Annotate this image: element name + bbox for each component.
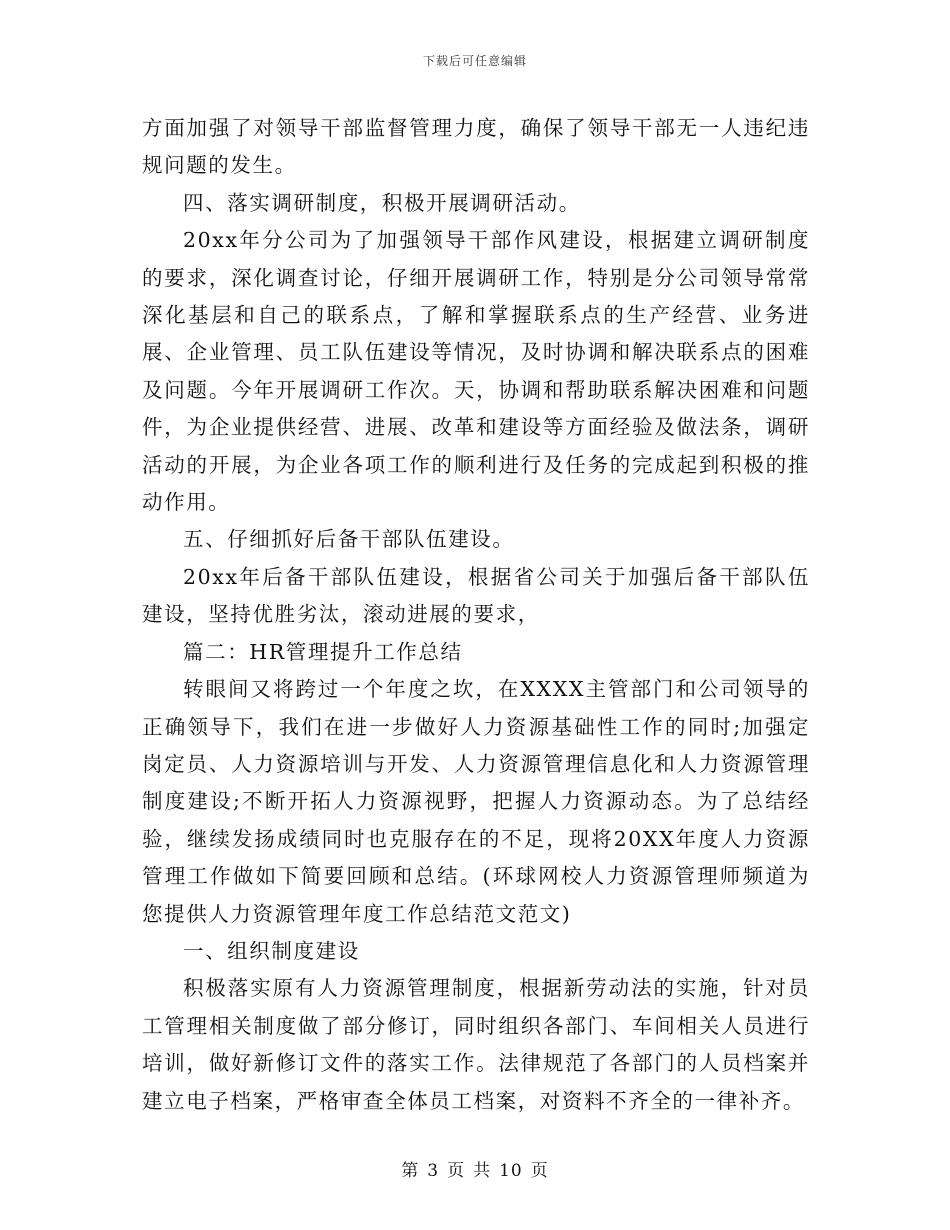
footer-total-word: 共 xyxy=(473,1161,492,1181)
paragraph-research: 20xx年分公司为了加强领导干部作风建设，根据建立调研制度的要求，深化调查讨论，仔细开展调研工作，特别是分公司领导常常深化基层和自己的联系点，了解和掌握联系点的生产经营、业务进展、企业管理、员工队伍建设等情况，及时协调和解决联系点的困难及问题。今年开展调研工作次。天，协调和帮助联系解决困难和问题件，为企业提供经营、进展、改革和建设等方面经验及做法条，调研活动的开展，为企业各项工作的顺利进行及任务的完成起到积极的推动作用。 xyxy=(142,228,810,515)
footer-page-word: 页 xyxy=(447,1161,466,1181)
page-header-note: 下载后可任意编辑 xyxy=(422,54,527,68)
section-heading-five: 五、仔细抓好后备干部队伍建设。 xyxy=(183,527,515,552)
paragraph-org-system: 积极落实原有人力资源管理制度，根据新劳动法的实施，针对员工管理相关制度做了部分修订，同时组织各部门、车间相关人员进行培训，做好新修订文件的落实工作。法律规范了各部门的人员档案并建立电子档案，严格审查全体员工档案，对资料不齐全的一律补齐。 xyxy=(142,976,810,1113)
paragraph-reserve-cadre: 20xx年后备干部队伍建设，根据省公司关于加强后备干部队伍建设，坚持优胜劣汰，滚动进展的要求， xyxy=(142,564,810,627)
paragraph-continuation: 方面加强了对领导干部监督管理力度，确保了领导干部无一人违纪违规问题的发生。 xyxy=(142,116,810,178)
section-heading-org: 一、组织制度建设 xyxy=(183,938,360,963)
footer-prefix: 第 xyxy=(401,1161,420,1181)
document-body xyxy=(142,110,810,1120)
footer-current-page: 3 xyxy=(427,1161,440,1181)
paragraph-hr-intro: 转眼间又将跨过一个年度之坎，在XXXX主管部门和公司领导的正确领导下，我们在进一步做好人力资源基础性工作的同时;加强定岗定员、人力资源培训与开发、人力资源管理信息化和人力资源管理制度建设;不断开拓人力资源视野，把握人力资源动态。为了总结经验，继续发扬成绩同时也克服存在的不足，现将20XX年度人力资源管理工作做如下简要回顾和总结。(环球网校人力资源管理师频道为您提供人力资源管理年度工作总结范文范文) xyxy=(142,677,810,926)
page-footer xyxy=(0,1156,950,1181)
footer-suffix: 页 xyxy=(530,1161,549,1181)
footer-total-pages: 10 xyxy=(499,1161,523,1181)
section-heading-four: 四、落实调研制度，积极开展调研活动。 xyxy=(183,190,581,215)
article-two-title: 篇二：HR管理提升工作总结 xyxy=(183,639,463,664)
